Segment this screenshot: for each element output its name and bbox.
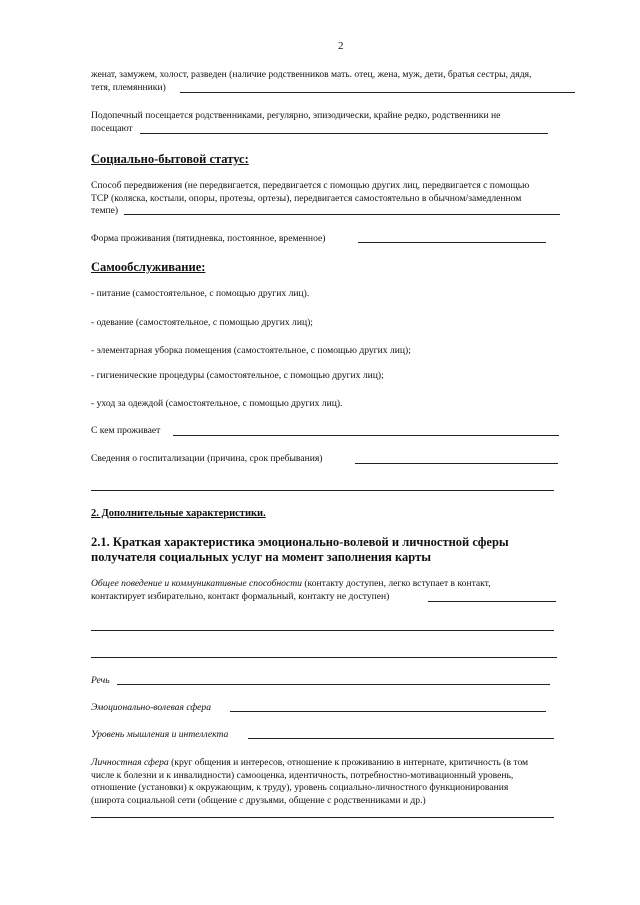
movement-field[interactable] bbox=[124, 214, 560, 215]
personal-line2: числе к болезни и к инвалидности) самооценка, идентичность, потребностно-мотивационный уровень, bbox=[91, 770, 514, 781]
personal-line1 bbox=[91, 757, 528, 769]
residence-form-label: Форма проживания (пятидневка, постоянное, временное) bbox=[91, 233, 326, 244]
behavior-field-continued[interactable] bbox=[91, 630, 554, 631]
behavior-field-continued[interactable] bbox=[91, 657, 557, 658]
speech-label: Речь bbox=[91, 675, 110, 686]
emotional-label: Эмоционально-волевая сфера bbox=[91, 702, 212, 713]
personal-line3: отношение (установки) к окружающим, к труду), уровень социально-личностного функционирования bbox=[91, 782, 509, 793]
visits-line2: посещают bbox=[91, 123, 133, 134]
self-service-item: - уход за одеждой (самостоятельное, с помощью других лиц). bbox=[91, 398, 343, 409]
section2-heading: 2. Дополнительные характеристики. bbox=[91, 508, 266, 519]
page-number: 2 bbox=[338, 40, 344, 52]
behavior-field[interactable] bbox=[428, 601, 556, 602]
hospitalization-label: Сведения о госпитализации (причина, срок пребывания) bbox=[91, 453, 323, 464]
lives-with-label: С кем проживает bbox=[91, 425, 161, 436]
movement-line1: Способ передвижения (не передвигается, передвигается с помощью других лиц, передвигается с помощью bbox=[91, 180, 530, 191]
movement-line2: ТСР (коляска, костыли, опоры, протезы, ортезы), передвигается самостоятельно в обычном/замедленном bbox=[91, 193, 522, 204]
behavior-line2: контактирует избирательно, контакт формальный, контакту не доступен) bbox=[91, 591, 390, 602]
personal-line4: (широта социальной сети (общение с друзьями, общение с родственниками и др.) bbox=[91, 795, 426, 806]
residence-form-field[interactable] bbox=[358, 242, 546, 243]
speech-field[interactable] bbox=[117, 684, 550, 685]
visits-line1: Подопечный посещается родственниками, регулярно, эпизодически, крайне редко, родственники не bbox=[91, 110, 501, 121]
self-service-item: - гигиенические процедуры (самостоятельное, с помощью других лиц); bbox=[91, 370, 384, 381]
emotional-field[interactable] bbox=[230, 711, 546, 712]
behavior-label: Общее поведение и коммуникативные способности bbox=[91, 578, 302, 589]
self-service-item: - одевание (самостоятельное, с помощью других лиц); bbox=[91, 317, 313, 328]
hospitalization-field-continued[interactable] bbox=[91, 490, 554, 491]
behavior-line1 bbox=[91, 578, 491, 590]
personal-options: (круг общения и интересов, отношение к проживанию в интернате, критичность (в том bbox=[168, 757, 529, 768]
family-status-field[interactable] bbox=[180, 92, 575, 93]
social-status-heading: Социально-бытовой статус: bbox=[91, 152, 249, 166]
self-service-item: - питание (самостоятельное, с помощью других лиц). bbox=[91, 288, 310, 299]
self-service-heading: Самообслуживание: bbox=[91, 260, 206, 274]
visits-field[interactable] bbox=[140, 133, 548, 134]
lives-with-field[interactable] bbox=[173, 435, 559, 436]
section21-heading-line1: 2.1. Краткая характеристика эмоционально-волевой и личностной сферы bbox=[91, 535, 509, 549]
thinking-label: Уровень мышления и интеллекта bbox=[91, 729, 229, 740]
hospitalization-field[interactable] bbox=[355, 463, 558, 464]
family-status-line2: тетя, племянники) bbox=[91, 82, 166, 93]
thinking-field[interactable] bbox=[248, 738, 554, 739]
personal-label: Личностная сфера bbox=[91, 757, 169, 768]
family-status-line1: женат, замужем, холост, разведен (наличие родственников мать. отец, жена, муж, дети, братья сестры, дядя, bbox=[91, 69, 532, 80]
self-service-item: - элементарная уборка помещения (самостоятельное, с помощью других лиц); bbox=[91, 345, 411, 356]
personal-field[interactable] bbox=[91, 817, 554, 818]
movement-line3: темпе) bbox=[91, 205, 119, 216]
section21-heading-line2: получателя социальных услуг на момент заполнения карты bbox=[91, 550, 431, 564]
behavior-options: (контакту доступен, легко вступает в контакт, bbox=[301, 578, 491, 589]
